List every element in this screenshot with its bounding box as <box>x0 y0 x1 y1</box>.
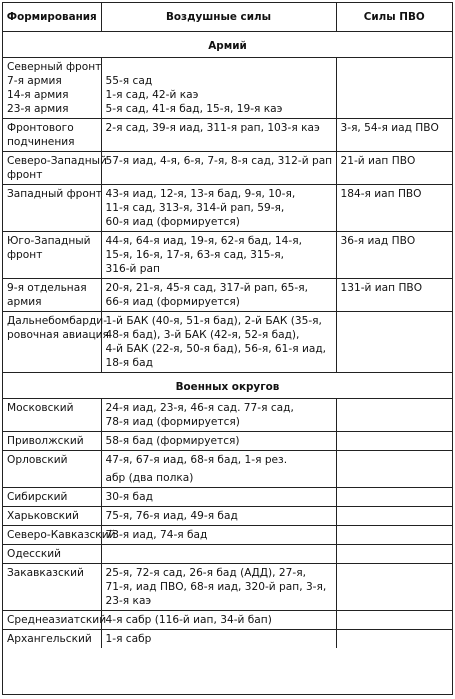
pvo-forces-cell <box>336 526 452 545</box>
formation-cell <box>3 232 101 279</box>
formation-cell <box>3 185 101 232</box>
cell-line: 75-я, 76-я иад, 49-я бад <box>105 510 238 522</box>
formation-cell <box>3 630 101 649</box>
formation-cell <box>3 279 101 312</box>
table-body <box>3 32 452 649</box>
cell-line: Архангельский <box>7 633 92 645</box>
cell-line: Одесский <box>7 548 61 560</box>
formation-cell <box>3 469 101 488</box>
cell-line: 47-я, 67-я иад, 68-я бад, 1-я рез. <box>105 454 288 466</box>
header-row <box>3 3 452 32</box>
pvo-forces-cell <box>336 119 452 152</box>
section-header <box>3 373 452 399</box>
cell-line: Северный фронт <box>7 61 102 73</box>
cell-line: Приволжский <box>7 435 84 447</box>
cell-line: 36-я иад ПВО <box>340 235 416 247</box>
table-row <box>3 232 452 279</box>
air-forces-cell <box>101 312 336 373</box>
cell-line: 4-й БАК (22-я, 50-я бад), 56-я, 61-я иад, <box>105 343 327 355</box>
pvo-forces-cell <box>336 611 452 630</box>
air-forces-cell <box>101 119 336 152</box>
cell-line: 14-я армия <box>7 89 69 101</box>
formation-cell <box>3 119 101 152</box>
cell-line: Фронтового <box>7 122 74 134</box>
header-formations: Формирования <box>3 3 101 32</box>
cell-line: 131-й иап ПВО <box>340 282 423 294</box>
cell-line <box>106 547 333 561</box>
table-row <box>3 611 452 630</box>
table-row <box>3 451 452 470</box>
cell-line: 60-я иад (формируется) <box>105 216 240 228</box>
pvo-forces-cell <box>336 232 452 279</box>
section-title: Армий <box>3 32 452 58</box>
air-forces-cell <box>101 279 336 312</box>
formation-cell <box>3 526 116 545</box>
table-row <box>3 545 452 564</box>
formation-cell <box>3 312 109 373</box>
pvo-forces-cell <box>336 507 452 526</box>
air-forces-cell <box>101 507 336 526</box>
cell-line: 25-я, 72-я сад, 26-я бад (АДД), 27-я, <box>105 567 306 579</box>
section-header <box>3 32 452 58</box>
table-row <box>3 507 452 526</box>
cell-line: 58-я бад (формируется) <box>105 435 240 447</box>
formation-cell <box>3 451 101 470</box>
cell-line: Юго-Западный <box>7 235 91 247</box>
cell-line: 7-я армия <box>7 75 62 87</box>
air-forces-cell <box>101 399 336 432</box>
table-row <box>3 185 452 232</box>
cell-line: 15-я, 16-я, 17-я, 63-я сад, 315-я, <box>105 249 284 261</box>
formation-cell <box>3 488 101 507</box>
pvo-forces-cell <box>336 488 452 507</box>
table-row <box>3 526 452 545</box>
table-row <box>3 58 452 119</box>
pvo-forces-cell <box>336 432 452 451</box>
cell-line: 3-я, 54-я иад ПВО <box>340 122 439 134</box>
cell-line: 57-я иад, 4-я, 6-я, 7-я, 8-я сад, 312-й рап <box>105 155 333 167</box>
cell-line: 18-я бад <box>105 357 153 369</box>
air-forces-cell <box>101 564 336 611</box>
air-forces-cell <box>101 545 336 564</box>
table-row <box>3 152 452 185</box>
pvo-forces-cell <box>336 545 452 564</box>
formation-cell <box>3 152 107 185</box>
pvo-forces-cell <box>336 399 452 432</box>
table-row <box>3 119 452 152</box>
air-forces-cell <box>101 469 336 488</box>
air-forces-cell <box>101 488 336 507</box>
cell-line: 1-й БАК (40-я, 51-я бад), 2-й БАК (35-я, <box>105 315 322 327</box>
pvo-forces-cell <box>336 469 452 488</box>
cell-line: 30-я бад <box>105 491 153 503</box>
cell-line: армия <box>7 296 42 308</box>
cell-line: Сибирский <box>7 491 68 503</box>
cell-line: 184-я иап ПВО <box>340 188 422 200</box>
air-forces-cell <box>101 611 336 630</box>
cell-line: 21-й иап ПВО <box>340 155 416 167</box>
table-row <box>3 312 452 373</box>
cell-line: ровочная авиация <box>7 329 109 341</box>
air-forces-cell <box>101 152 336 185</box>
cell-line: 2-я сад, 39-я иад, 311-я рап, 103-я каэ <box>105 122 320 134</box>
cell-line: 78-я иад (формируется) <box>105 416 240 428</box>
formation-cell <box>3 507 101 526</box>
air-forces-cell <box>101 232 336 279</box>
pvo-forces-cell <box>336 451 452 470</box>
cell-line: 20-я, 21-я, 45-я сад, 317-й рап, 65-я, <box>105 282 308 294</box>
air-forces-cell <box>101 432 336 451</box>
cell-line: Московский <box>7 402 74 414</box>
table-row <box>3 469 452 488</box>
cell-line: Северо-Западный <box>7 155 107 167</box>
pvo-forces-cell <box>336 152 452 185</box>
pvo-forces-cell <box>336 312 452 373</box>
pvo-forces-cell <box>336 58 452 119</box>
cell-line: 44-я, 64-я иад, 19-я, 62-я бад, 14-я, <box>105 235 302 247</box>
air-forces-cell <box>101 630 336 649</box>
cell-line <box>106 60 333 74</box>
table-row <box>3 279 452 312</box>
table-row <box>3 488 452 507</box>
document-table <box>2 2 453 695</box>
pvo-forces-cell <box>336 630 452 649</box>
cell-line: 1-я сабр <box>105 633 152 645</box>
formations-table <box>3 3 452 648</box>
formation-cell <box>3 58 101 119</box>
formation-cell <box>3 432 101 451</box>
cell-line: 11-я сад, 313-я, 314-й рап, 59-я, <box>105 202 285 214</box>
cell-line: фронт <box>7 249 43 261</box>
cell-line: Среднеазиатский <box>7 614 107 626</box>
cell-line: Дальнебомбарди- <box>7 315 108 327</box>
cell-line: 48-я бад), 3-й БАК (42-я, 52-я бад), <box>105 329 300 341</box>
cell-line: 43-я иад, 12-я, 13-я бад, 9-я, 10-я, <box>105 188 296 200</box>
pvo-forces-cell <box>336 564 452 611</box>
cell-line: абр (два полка) <box>105 472 194 484</box>
cell-line: 55-я сад <box>105 75 153 87</box>
cell-line: Орловский <box>7 454 68 466</box>
air-forces-cell <box>101 451 336 470</box>
table-row <box>3 432 452 451</box>
formation-cell <box>3 611 107 630</box>
pvo-forces-cell <box>336 185 452 232</box>
pvo-forces-cell <box>336 279 452 312</box>
header-air-forces: Воздушные силы <box>101 3 336 32</box>
table-row <box>3 630 452 649</box>
cell-line: Харьковский <box>7 510 79 522</box>
cell-line: подчинения <box>7 136 75 148</box>
cell-line: 71-я, иад ПВО, 68-я иад, 320-й рап, 3-я, <box>105 581 327 593</box>
cell-line: 9-я отдельная <box>7 282 87 294</box>
cell-line: 316-й рап <box>105 263 160 275</box>
section-title: Военных округов <box>3 373 452 399</box>
cell-line: Закавказский <box>7 567 84 579</box>
air-forces-cell <box>101 526 336 545</box>
cell-line: 24-я иад, 23-я, 46-я сад. 77-я сад, <box>105 402 294 414</box>
cell-line: 23-я армия <box>7 103 69 115</box>
cell-line: 23-я каэ <box>105 595 152 607</box>
cell-line: 4-я сабр (116-й иап, 34-й бап) <box>105 614 272 626</box>
table-row <box>3 399 452 432</box>
formation-cell <box>3 545 101 564</box>
cell-line: 1-я сад, 42-й каэ <box>105 89 199 101</box>
air-forces-cell <box>101 58 336 119</box>
formation-cell <box>3 564 101 611</box>
air-forces-cell <box>101 185 336 232</box>
cell-line: 73-я иад, 74-я бад <box>105 529 208 541</box>
formation-cell <box>3 399 101 432</box>
cell-line: 66-я иад (формируется) <box>105 296 240 308</box>
cell-line: 5-я сад, 41-я бад, 15-я, 19-я каэ <box>105 103 283 115</box>
table-row <box>3 564 452 611</box>
cell-line: Западный фронт <box>7 188 102 200</box>
cell-line: фронт <box>7 169 43 181</box>
cell-line <box>7 471 98 485</box>
cell-line: Северо-Кавказский <box>7 529 116 541</box>
header-pvo-forces: Силы ПВО <box>336 3 452 32</box>
